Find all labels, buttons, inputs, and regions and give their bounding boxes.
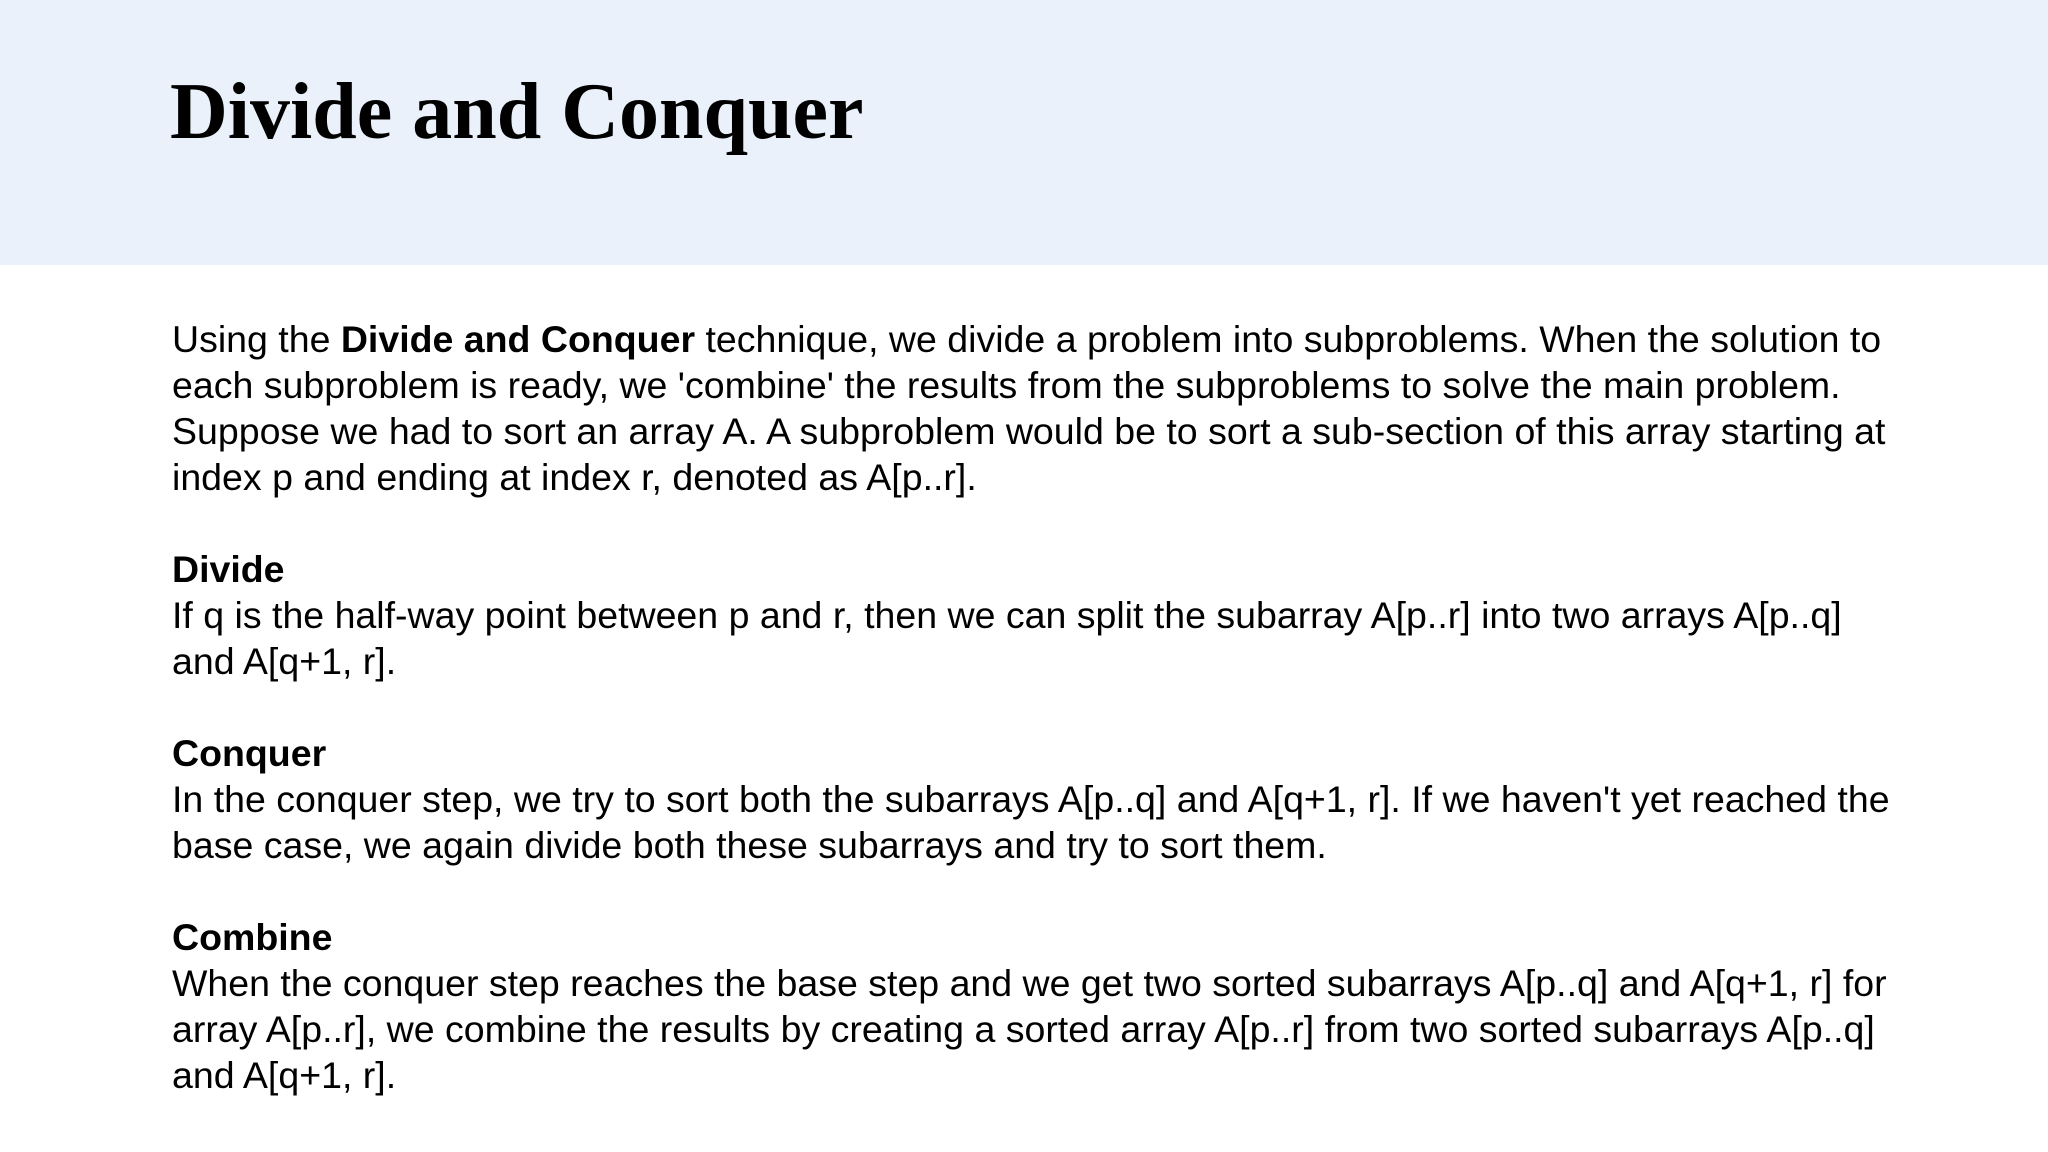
spacer xyxy=(172,500,1912,546)
combine-text: When the conquer step reaches the base step and we get two sorted subarrays A[p..q] and A[q+1, r] for array A[p..r], we combine the results by creating a sorted array A[p..r] from two sorted subarrays A[p..q] and A[q+1, r]. xyxy=(172,962,1887,1096)
intro-paragraph xyxy=(172,316,1912,408)
divide-text: If q is the half-way point between p and r, then we can split the subarray A[p..r] into two arrays A[p..q] and A[q+1, r]. xyxy=(172,594,1842,682)
intro-suffix: technique, we divide a problem into subproblems. When the solution to each subproblem is ready, we 'combine' the results from the subproblems to solve the main problem. xyxy=(172,318,1882,406)
slide-body xyxy=(172,316,1912,1098)
slide-title: Divide and Conquer xyxy=(170,68,864,156)
conquer-heading: Conquer xyxy=(172,732,327,774)
intro-example: Suppose we had to sort an array A. A subproblem would be to sort a sub-section of this array starting at index p and ending at index r, denoted as A[p..r]. xyxy=(172,410,1886,498)
conquer-text: In the conquer step, we try to sort both the subarrays A[p..q] and A[q+1, r]. If we haven't yet reached the base case, we again divide both these subarrays and try to sort them. xyxy=(172,778,1890,866)
intro-prefix: Using the xyxy=(172,318,341,360)
spacer xyxy=(172,684,1912,730)
divide-heading: Divide xyxy=(172,548,285,590)
spacer xyxy=(172,868,1912,914)
combine-heading: Combine xyxy=(172,916,333,958)
intro-emphasis: Divide and Conquer xyxy=(340,318,696,360)
